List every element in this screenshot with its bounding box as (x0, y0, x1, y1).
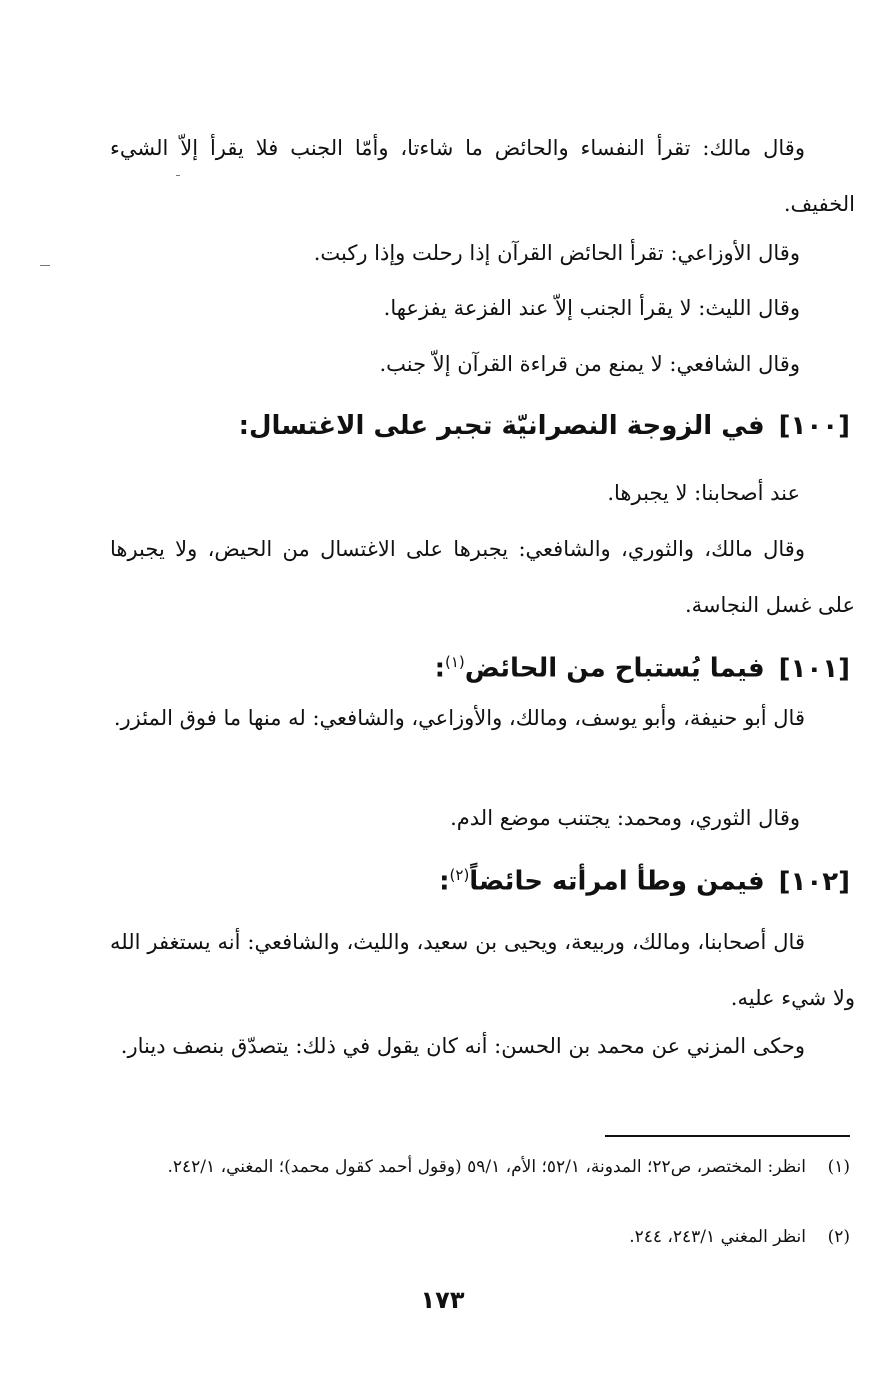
section-title: فيمن وطأ امرأته حائضاً (469, 866, 765, 897)
section-title: في الزوجة النصرانيّة تجبر على الاغتسال (248, 411, 765, 441)
section-colon: : (439, 866, 450, 897)
scan-speck (40, 265, 50, 266)
section-number: [١٠٠] (778, 411, 850, 441)
footnote-mark: (٢) (827, 1227, 850, 1247)
section-colon: : (434, 653, 445, 684)
footnote-mark: (١) (827, 1157, 850, 1177)
paragraph-layth-reading: وقال الليث: لا يقرأ الجنب إلاّ عند الفزعة يفزعها. (383, 296, 800, 320)
footnote-ref: (٢) (449, 866, 470, 884)
section-title: فيما يُستباح من الحائض (464, 653, 765, 684)
paragraph-force-washing: وقال مالك، والثوري، والشافعي: يجبرها على الاغتسال من الحيض، ولا يجبرها على غسل النجاسة. (110, 537, 855, 617)
paragraph-seek-forgiveness: قال أصحابنا، ومالك، وربيعة، ويحيى بن سعيد، والليث، والشافعي: أنه يستغفر الله ولا شيء عليه. (110, 930, 855, 1010)
page-number: ١٧٣ (420, 1286, 465, 1314)
paragraph-above-waist: قال أبو حنيفة، وأبو يوسف، ومالك، والأوزاعي، والشافعي: له منها ما فوق المئزر. (113, 706, 805, 730)
paragraph-awzai-reading: وقال الأوزاعي: تقرأ الحائض القرآن إذا رحلت وإذا ركبت. (313, 241, 800, 265)
paragraph-avoid-blood: وقال الثوري، ومحمد: يجتنب موضع الدم. (450, 806, 800, 830)
footnote-separator (605, 1135, 850, 1137)
footnote-text: انظر المغني ٢٤٣/١، ٢٤٤. (629, 1227, 806, 1247)
paragraph-shafii-reading: وقال الشافعي: لا يمنع من قراءة القرآن إلاّ جنب. (379, 352, 800, 376)
section-heading-101 (110, 640, 850, 691)
footnote-1 (110, 1150, 850, 1184)
section-number: [١٠١] (778, 653, 850, 684)
footnote-ref: (١) (444, 653, 465, 671)
paragraph-malik-reading: وقال مالك: تقرأ النفساء والحائض ما شاءتا، وأمّا الجنب فلا يقرأ إلاّ الشيء الخفيف. (110, 136, 855, 216)
section-number: [١٠٢] (778, 866, 850, 897)
section-heading-102 (110, 853, 850, 904)
paragraph-companions-no-force: عند أصحابنا: لا يجبرها. (607, 481, 800, 505)
section-colon: : (238, 411, 249, 441)
footnote-text: انظر: المختصر، ص٢٢؛ المدونة، ٥٢/١؛ الأم، ٥٩/١ (وقول أحمد كقول محمد)؛ المغني، ٢٤٢/١. (167, 1157, 806, 1177)
footnote-2 (110, 1220, 850, 1254)
scan-speck (176, 175, 180, 176)
section-heading-100 (110, 404, 850, 448)
paragraph-half-dinar: وحكى المزني عن محمد بن الحسن: أنه كان يقول في ذلك: يتصدّق بنصف دينار. (120, 1034, 805, 1058)
